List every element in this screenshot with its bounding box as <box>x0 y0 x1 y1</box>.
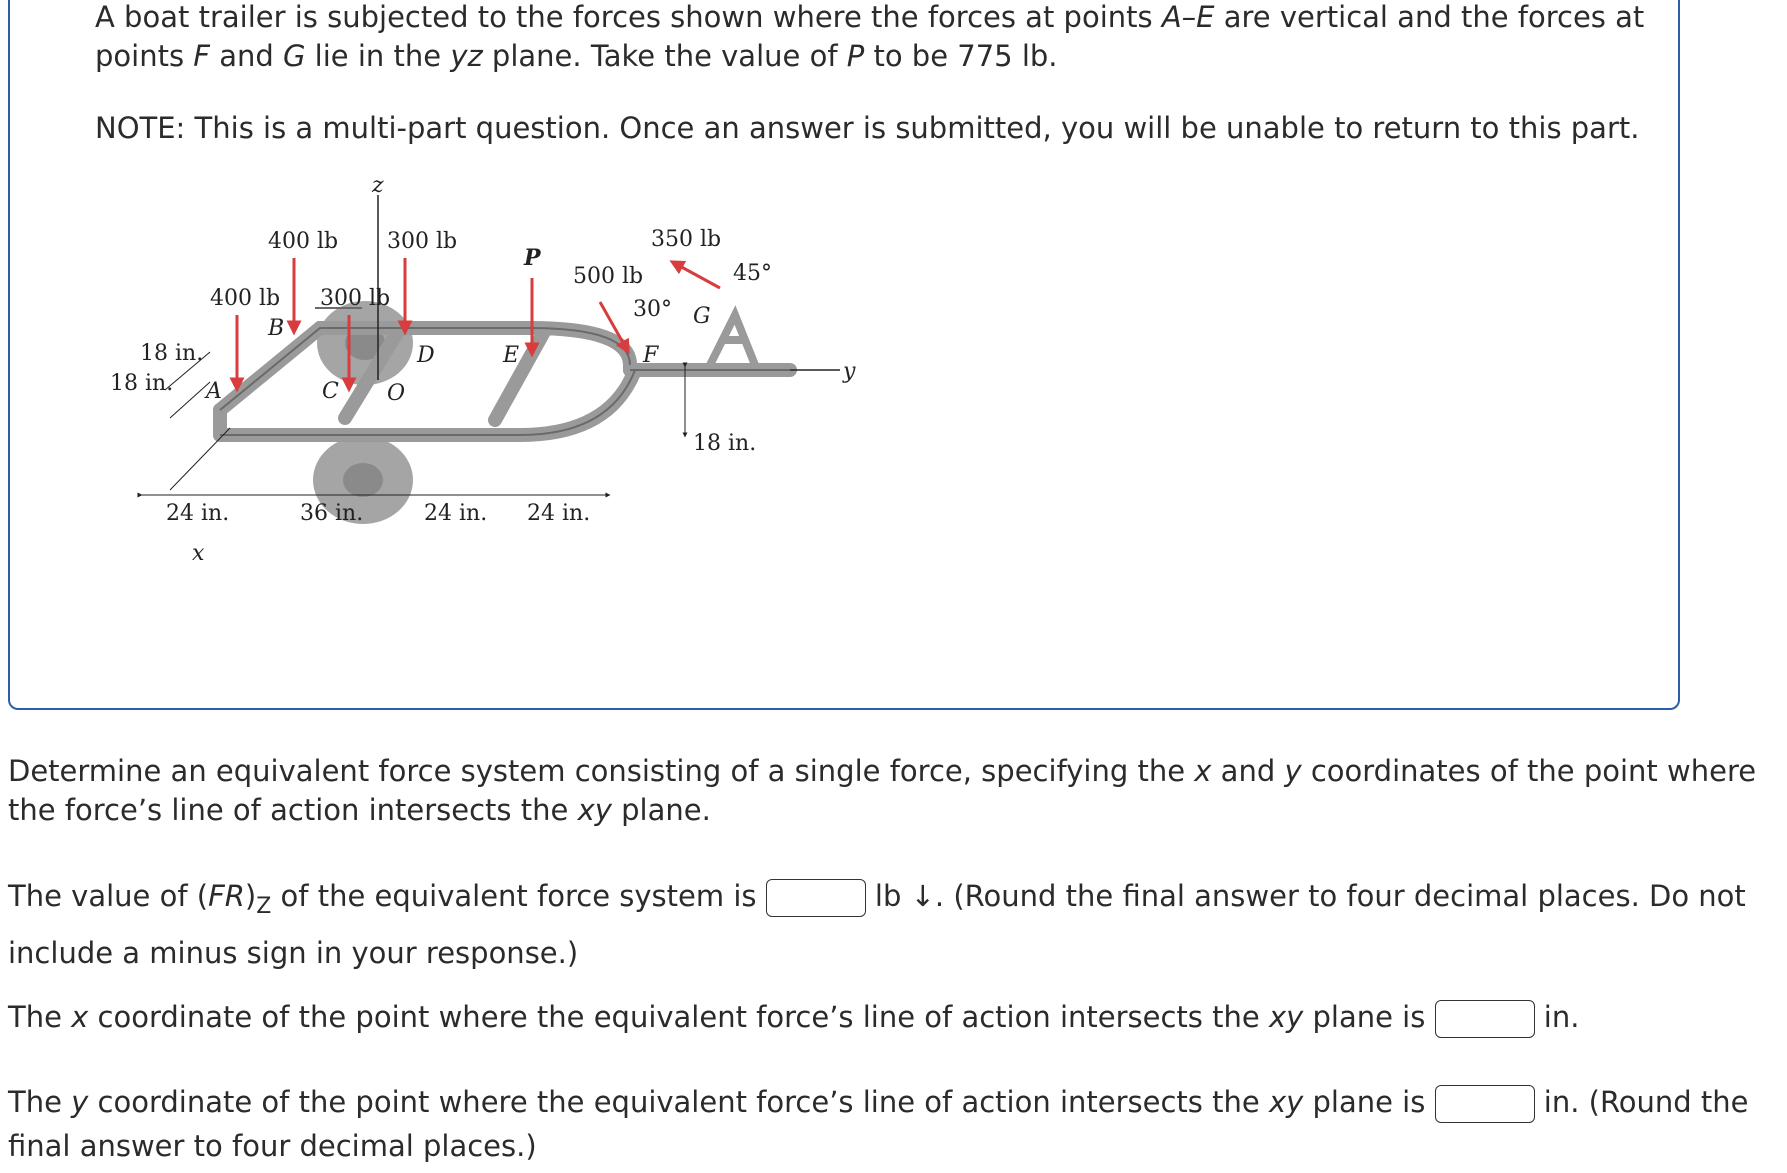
force-label-A: 400 lb <box>210 286 281 311</box>
problem-note: NOTE: This is a multi-part question. Once an answer is submitted, you will be unable to return to this part. <box>95 111 1640 145</box>
force-label-C: 300 lb <box>320 286 391 311</box>
force-label-D: 300 lb <box>387 229 458 254</box>
force-label-B: 400 lb <box>268 229 339 254</box>
dim-label-18-2: 18 in. <box>110 371 174 396</box>
dim-label-36: 36 in. <box>300 501 364 526</box>
axis-label-z: z <box>372 180 384 198</box>
force-arrow-G <box>676 264 720 288</box>
force-label-G: 350 lb <box>651 227 722 252</box>
point-label-G: G <box>693 304 711 329</box>
point-label-E: E <box>503 343 520 368</box>
dim-label-24-3: 24 in. <box>527 501 591 526</box>
origin-label-O: O <box>387 381 406 406</box>
front-wheel-hub <box>343 463 383 497</box>
angle-label-45: 45° <box>733 261 772 286</box>
force-label-P: P <box>524 245 541 271</box>
question-x-coordinate: The x coordinate of the point where the equivalent force’s line of action intersects the xy plane is in. <box>8 998 1768 1038</box>
point-label-F: F <box>643 343 659 368</box>
axis-label-y: y <box>843 359 856 384</box>
point-label-C: C <box>322 379 339 404</box>
point-label-A: A <box>206 379 222 404</box>
point-label-D: D <box>417 343 435 368</box>
question-prompt: Determine an equivalent force system consisting of a single force, specifying the x and y coordinates of the point where the force’s line of action intersects the xy plane. <box>8 754 1757 827</box>
hitch-stand <box>710 315 755 365</box>
problem-intro: A boat trailer is subjected to the forces shown where the forces at points A–E are vertical and the forces at points F and G lie in the yz plane. Take the value of P to be 775 lb. <box>95 0 1645 73</box>
question-fr-z: The value of $(FR)_Z$ of the equivalent force system is lb ↓. (Round the final answer to four decimal places. Do not include a minus sign in your response.) <box>8 879 1746 970</box>
axis-label-x: x <box>192 541 205 566</box>
x-coordinate-answer-input[interactable] <box>1435 1000 1535 1038</box>
dim-label-24-1: 24 in. <box>166 501 230 526</box>
fr-z-answer-input[interactable] <box>766 879 866 917</box>
dim-label-24-2: 24 in. <box>424 501 488 526</box>
boat-trailer-figure <box>110 180 1010 660</box>
y-coordinate-answer-input[interactable] <box>1435 1085 1535 1123</box>
point-label-B: B <box>268 316 285 341</box>
force-label-F: 500 lb <box>573 264 644 289</box>
x-axis-line <box>170 428 230 490</box>
dim-label-18-3: 18 in. <box>693 431 757 456</box>
dim-label-18-1: 18 in. <box>140 341 204 366</box>
question-y-coordinate: The y coordinate of the point where the equivalent force’s line of action intersects the xy plane is in. (Round the final answer to four decimal places.) <box>8 1085 1749 1163</box>
angle-label-30: 30° <box>633 297 672 322</box>
